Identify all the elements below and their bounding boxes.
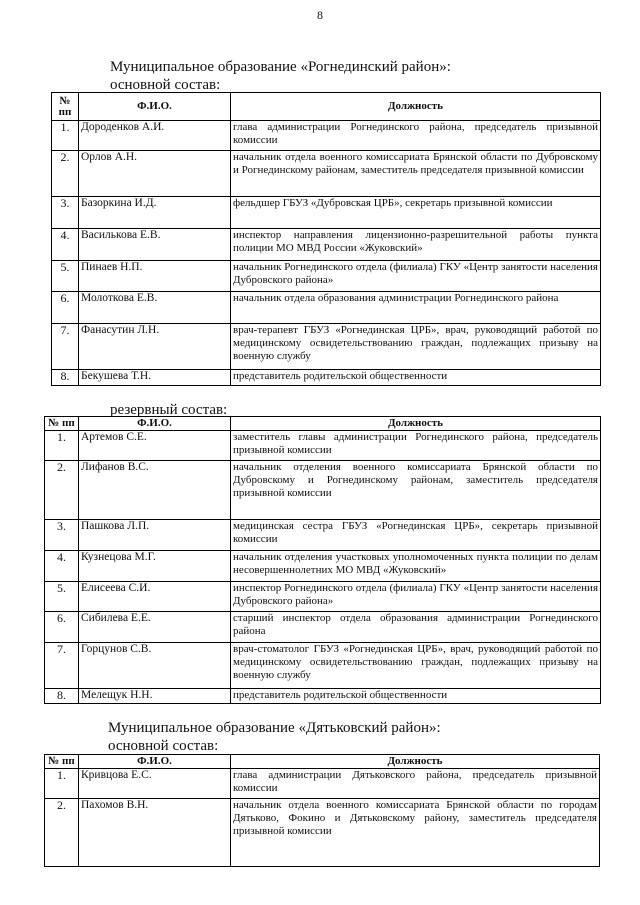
header-fio: Ф.И.О.	[79, 755, 231, 769]
row-number: 2.	[45, 461, 79, 520]
row-number: 8.	[45, 689, 79, 704]
header-num: № пп	[45, 755, 79, 769]
table-row	[45, 799, 600, 867]
row-number: 6.	[52, 292, 79, 324]
table-header	[45, 417, 601, 431]
row-name: Василькова Е.В.	[79, 229, 231, 261]
row-position: врач-стоматолог ГБУЗ «Рогнединская ЦРБ», врач, руководящий работой по медицинскому освидетельствованию граждан, подлежащих призыву на военную службу	[231, 643, 601, 689]
table-header	[52, 93, 601, 121]
row-name: Базоркина И.Д.	[79, 197, 231, 229]
row-number: 1.	[45, 431, 79, 461]
header-position: Должность	[231, 417, 601, 431]
header-position: Должность	[231, 93, 601, 121]
row-name: Елисеева С.И.	[79, 582, 231, 612]
table-row	[45, 612, 601, 643]
row-position: инспектор Рогнединского отдела (филиала) ГКУ «Центр занятости населения Дубровского района»	[231, 582, 601, 612]
row-position: начальник отдела образования администрации Рогнединского района	[231, 292, 601, 324]
row-position: начальник Рогнединского отдела (филиала) ГКУ «Центр занятости населения Дубровского района»	[231, 261, 601, 292]
row-name: Мелещук Н.Н.	[79, 689, 231, 704]
section1-main-label: основной состав:	[110, 77, 221, 93]
row-number: 1.	[52, 121, 79, 151]
section2-main-label: основной состав:	[108, 738, 219, 754]
row-number: 5.	[52, 261, 79, 292]
row-name: Кривцова Е.С.	[79, 769, 231, 799]
row-position: медицинская сестра ГБУЗ «Рогнединская ЦРБ», секретарь призывной комиссии	[231, 520, 601, 551]
section1-reserve-label: резервный состав:	[110, 402, 228, 418]
table-row	[45, 643, 601, 689]
row-position: начальник отдела военного комиссариата Брянской области по городам Дятьково, Фокино и Дятьковскому району, заместитель председателя призывной комиссии	[231, 799, 600, 867]
row-number: 4.	[45, 551, 79, 582]
table-row	[45, 582, 601, 612]
header-num: № пп	[52, 93, 79, 121]
table-row	[52, 151, 601, 197]
section2-title: Муниципальное образование «Дятьковский район»:	[108, 720, 441, 736]
header-position: Должность	[231, 755, 600, 769]
table-row	[45, 769, 600, 799]
row-position: глава администрации Рогнединского района, председатель призывной комиссии	[231, 121, 601, 151]
table-header	[45, 755, 600, 769]
row-name: Пахомов В.Н.	[79, 799, 231, 867]
row-number: 2.	[52, 151, 79, 197]
row-number: 5.	[45, 582, 79, 612]
row-name: Горцунов С.В.	[79, 643, 231, 689]
header-fio: Ф.И.О.	[79, 417, 231, 431]
row-position: инспектор направления лицензионно-разрешительной работы пункта полиции МО МВД России «Жуковский»	[231, 229, 601, 261]
row-number: 2.	[45, 799, 79, 867]
row-number: 1.	[45, 769, 79, 799]
row-name: Пинаев Н.П.	[79, 261, 231, 292]
page-number: 8	[317, 8, 323, 22]
row-name: Бекушева Т.Н.	[79, 370, 231, 386]
header-num: № пп	[45, 417, 79, 431]
row-position: представитель родительской общественности	[231, 370, 601, 386]
section2-main-table	[44, 754, 600, 867]
row-name: Молоткова Е.В.	[79, 292, 231, 324]
section1-main-table	[51, 92, 601, 386]
row-position: заместитель главы администрации Рогнединского района, председатель призывной комиссии	[231, 431, 601, 461]
section1-title: Муниципальное образование «Рогнединский район»:	[110, 59, 451, 75]
table-row	[45, 461, 601, 520]
table-row	[52, 121, 601, 151]
row-position: фельдшер ГБУЗ «Дубровская ЦРБ», секретарь призывной комиссии	[231, 197, 601, 229]
row-name: Фанасутин Л.Н.	[79, 324, 231, 370]
row-name: Пашкова Л.П.	[79, 520, 231, 551]
row-name: Артемов С.Е.	[79, 431, 231, 461]
row-number: 3.	[45, 520, 79, 551]
row-position: начальник отделения военного комиссариата Брянской области по Дубровскому и Рогнединскому районам, заместитель председателя призывной комиссии	[231, 461, 601, 520]
row-name: Дороденков А.И.	[79, 121, 231, 151]
row-name: Лифанов В.С.	[79, 461, 231, 520]
row-number: 8.	[52, 370, 79, 386]
row-name: Сибилева Е.Е.	[79, 612, 231, 643]
row-position: начальник отделения участковых уполномоченных пункта полиции по делам несовершеннолетних МО МВД «Жуковский»	[231, 551, 601, 582]
row-number: 7.	[52, 324, 79, 370]
section1-reserve-table	[44, 416, 601, 704]
header-fio: Ф.И.О.	[79, 93, 231, 121]
table-row	[45, 551, 601, 582]
table-row	[52, 292, 601, 324]
row-number: 6.	[45, 612, 79, 643]
row-number: 7.	[45, 643, 79, 689]
table-row	[52, 324, 601, 370]
row-name: Кузнецова М.Г.	[79, 551, 231, 582]
row-position: врач-терапевт ГБУЗ «Рогнединская ЦРБ», врач, руководящий работой по медицинскому освидетельствованию граждан, подлежащих призыву на военную службу	[231, 324, 601, 370]
row-number: 4.	[52, 229, 79, 261]
table-row	[52, 197, 601, 229]
table-row	[45, 520, 601, 551]
table-row	[52, 370, 601, 386]
table-row	[45, 431, 601, 461]
row-name: Орлов А.Н.	[79, 151, 231, 197]
table-row	[45, 689, 601, 704]
row-position: представитель родительской общественности	[231, 689, 601, 704]
row-number: 3.	[52, 197, 79, 229]
row-position: глава администрации Дятьковского района, председатель призывной комиссии	[231, 769, 600, 799]
row-position: старший инспектор отдела образования администрации Рогнединского района	[231, 612, 601, 643]
table-row	[52, 229, 601, 261]
row-position: начальник отдела военного комиссариата Брянской области по Дубровскому и Рогнединскому районам, заместитель председателя призывной комиссии	[231, 151, 601, 197]
table-row	[52, 261, 601, 292]
